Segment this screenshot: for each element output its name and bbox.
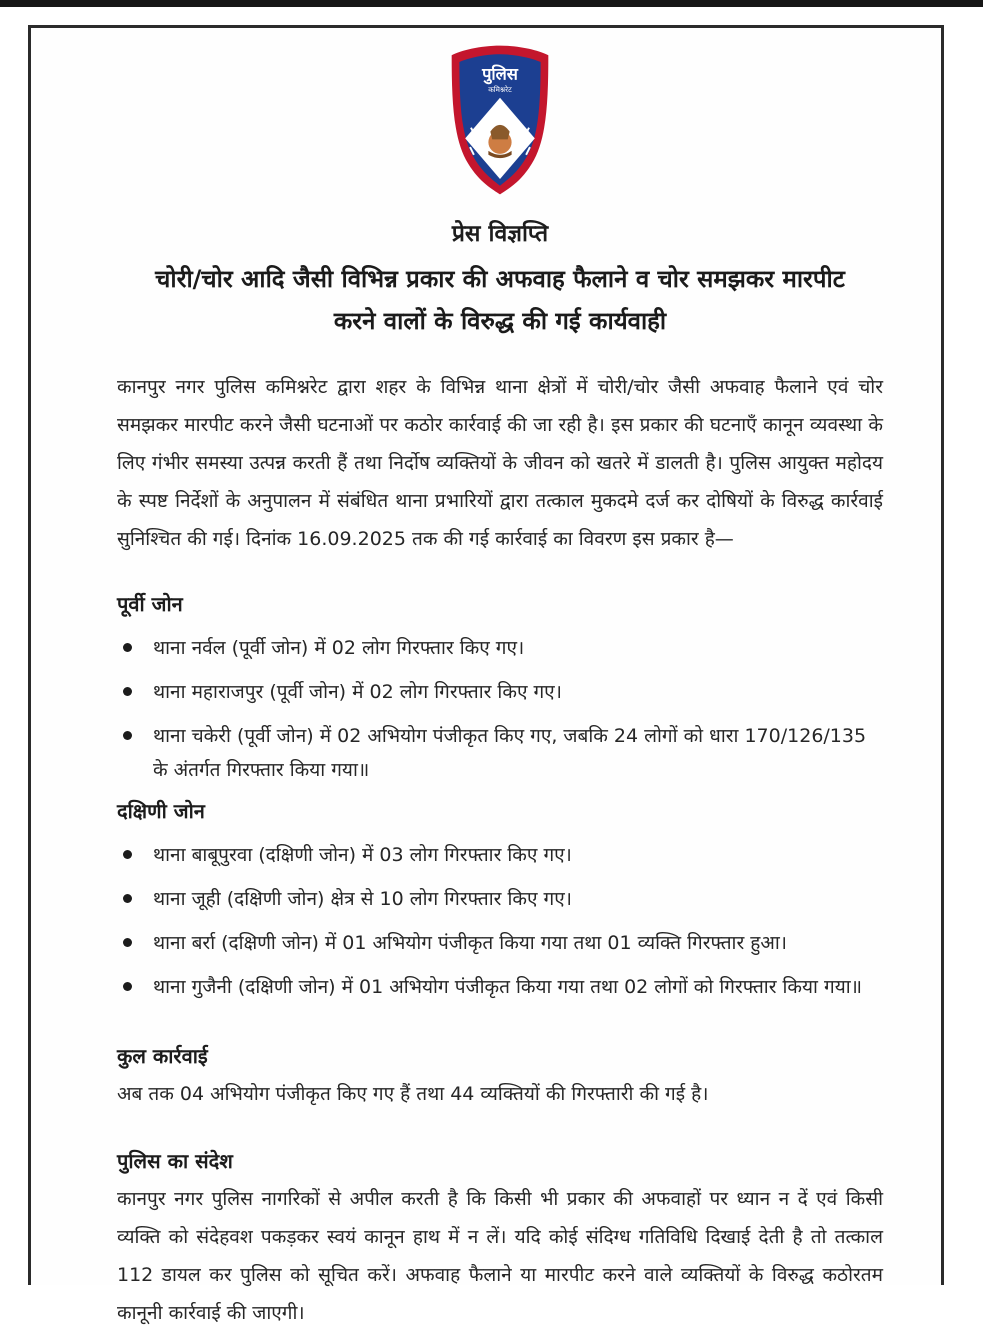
list-item (117, 719, 883, 787)
zone-south-heading: दक्षिणी जोन (117, 799, 205, 823)
photo-top-edge-bar (0, 0, 983, 7)
bullet-icon (123, 731, 132, 740)
headline-line2: करने वालों के विरुद्ध की गई कार्यवाही (333, 307, 667, 335)
zone-section-east (117, 590, 883, 787)
bullet-text: थाना बर्रा (दक्षिणी जोन) में 01 अभियोग पंजीकृत किया गया तथा 01 व्यक्ति गिरफ्तार हुआ। (153, 932, 787, 954)
list-item (117, 631, 883, 665)
bullet-icon (123, 850, 132, 859)
bullet-icon (123, 894, 132, 903)
bullet-icon (123, 982, 132, 991)
bullet-text: थाना जूही (दक्षिणी जोन) क्षेत्र से 10 लोग गिरफ्तार किए गए। (153, 888, 572, 910)
headline (117, 258, 883, 342)
bullet-text: थाना बाबूपुरवा (दक्षिणी जोन) में 03 लोग गिरफ्तार किए गए। (153, 844, 572, 866)
message-text: कानपुर नगर पुलिस नागरिकों से अपील करती है कि किसी भी प्रकार की अफवाहों पर ध्यान न दें एवं किसी व्यक्ति को संदेहवश पकड़कर स्वयं कानून हाथ में न लें। यदि कोई संदिग्ध गतिविधि दिखाई देती है तो तत्काल 112 डायल कर पुलिस को सूचित करें। अफवाह फैलाने या मारपीट करने वाले व्यक्तियों के विरुद्ध कठोरतम कानूनी कार्रवाई की जाएगी। (117, 1188, 883, 1324)
list-item (117, 675, 883, 709)
press-release-document (28, 25, 944, 1324)
zone-east-bullet-list (117, 631, 883, 787)
message-heading: पुलिस का संदेश (117, 1149, 233, 1173)
badge-text-bottom: कमिश्नरेट (488, 84, 512, 94)
total-heading: कुल कार्रवाई (117, 1044, 208, 1068)
badge-text-top: पुलिस (482, 64, 518, 84)
police-message-section (117, 1147, 883, 1332)
bullet-text: थाना महाराजपुर (पूर्वी जोन) में 02 लोग गिरफ्तार किए गए। (153, 681, 562, 703)
police-shield-icon (442, 42, 558, 198)
total-text: अब तक 04 अभियोग पंजीकृत किए गए हैं तथा 44 व्यक्तियों की गिरफ्तारी की गई है। (117, 1083, 709, 1105)
bullet-icon (123, 687, 132, 696)
bullet-text: थाना गुजैनी (दक्षिणी जोन) में 01 अभियोग पंजीकृत किया गया तथा 02 लोगों को गिरफ्तार किया गया॥ (153, 976, 863, 998)
bullet-icon (123, 643, 132, 652)
list-item (117, 882, 883, 916)
zone-south-bullet-list (117, 838, 883, 1004)
headline-line1: चोरी/चोर आदि जैसी विभिन्न प्रकार की अफवाह फैलाने व चोर समझकर मारपीट (155, 265, 845, 293)
press-release-title: प्रेस विज्ञप्ति (451, 221, 549, 247)
intro-paragraph: कानपुर नगर पुलिस कमिश्नरेट द्वारा शहर के विभिन्न थाना क्षेत्रों में चोरी/चोर जैसी अफवाह फैलाने एवं चोर समझकर मारपीट करने जैसी घटनाओं पर कठोर कार्रवाई की जा रही है। इस प्रकार की घटनाएँ कानून व्यवस्था के लिए गंभीर समस्या उत्पन्न करती हैं तथा निर्दोष व्यक्तियों के जीवन को खतरे में डालती है। पुलिस आयुक्त महोदय के स्पष्ट निर्देशों के अनुपालन में संबंधित थाना प्रभारियों द्वारा तत्काल मुकदमे दर्ज कर दोषियों के विरुद्ध कार्रवाई सुनिश्चित की गई। दिनांक 16.09.2025 तक की गई कार्रवाई का विवरण इस प्रकार है— (117, 376, 883, 550)
bullet-text: थाना चकेरी (पूर्वी जोन) में 02 अभियोग पंजीकृत किए गए, जबकि 24 लोगों को धारा 170/126/135 के अंतर्गत गिरफ्तार किया गया॥ (153, 725, 867, 781)
zone-section-south (117, 797, 883, 1004)
bullet-text: थाना नर्वल (पूर्वी जोन) में 02 लोग गिरफ्तार किए गए। (153, 637, 525, 659)
police-badge-logo (117, 42, 883, 202)
list-item (117, 926, 883, 960)
zone-east-heading: पूर्वी जोन (117, 592, 183, 616)
list-item (117, 838, 883, 872)
bullet-icon (123, 938, 132, 947)
list-item (117, 970, 883, 1004)
total-action-section (117, 1042, 883, 1113)
